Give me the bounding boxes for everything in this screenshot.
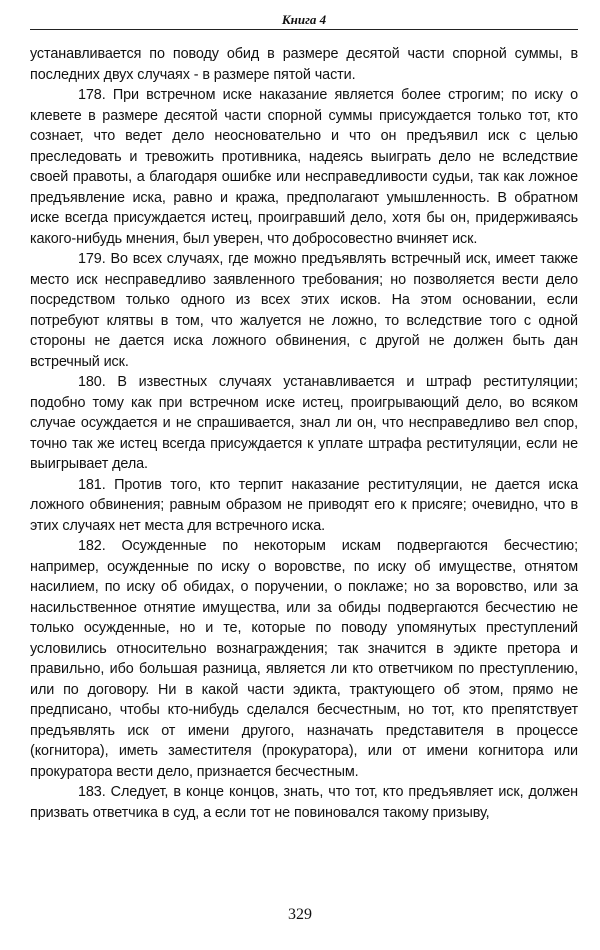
- running-header: [30, 14, 578, 34]
- paragraph-179: 179. Во всех случаях, где можно предъявлять встречный иск, имеет также место иск несправедливо заявленного требования; но позволяется вести дело посредством только одного из всех этих исков. На этом основании, если потребуют клятвы в том, что жалуется не ложно, то вследствие того с одной стороны не дается иска ложного обвинения, с другой не должен быть дан встречный иск.: [30, 251, 578, 370]
- paragraph-180: 180. В известных случаях устанавливается и штраф реституляции; подобно тому как при встречном иске истец, проигрывающий дело, во всяком случае осуждается и не спрашивается, знал ли он, что несправедливо вел спор, точно так же истец всегда присуждается к уплате штрафа реституляции, если не выигрывает дела.: [30, 374, 578, 472]
- page-number: 329: [288, 906, 312, 923]
- paragraph-178: 178. При встречном иске наказание является более строгим; по иску о клевете в размере десятой части спорной суммы присуждается только тот, кто сознает, что ведет дело неосновательно и что он предъявил иск с целью преследовать и тревожить противника, надеясь выиграть дело не вследствие своей правоты, а благодаря ошибке или несправедливости судьи, так как ложное предъявление иска, равно и кража, предполагают умышленность. В обратном иске всегда присуждается истец, проигравший дело, хотя бы он, придерживаясь какого-нибудь мнения, был уверен, что добросовестно вчиняет иск.: [30, 87, 578, 247]
- paragraph-183: 183. Следует, в конце концов, знать, что тот, кто предъявляет иск, должен призвать ответчика в суд, а если тот не повиновался такому призыву,: [30, 784, 578, 821]
- paragraph-182: 182. Осужденные по некоторым искам подвергаются бесчестию; например, осужденные по иску о воровстве, по иску об имуществе, отнятом насилием, по иску об обидах, о поручении, о поклаже; но за воровство, или за насильственное отнятие имущества, или за обиды подвергаются бесчестию не только осужденные, но и те, которые по поводу упомянутых преступлений условились относительно вознаграждения; так значится в эдикте претора и правильно, ибо большая разница, является ли кто ответчиком по преступлению, или по договору. Ни в какой части эдикта, трактующего об этом, прямо не предписано, чтобы кто-нибудь сделался бесчестным, но тот, кто препятствует предъявлять иск от имени другого, назначать представителя в процессе (когнитора), иметь заместителя (прокуратора), или от имени когнитора или прокуратора вести дело, признается бесчестным.: [30, 538, 578, 780]
- body-text: [30, 44, 578, 823]
- paragraph-continuation: устанавливается по поводу обид в размере десятой части спорной суммы, в последних двух случаях - в размере пятой части.: [30, 46, 578, 83]
- header-title: Книга 4: [274, 12, 334, 28]
- paragraph-181: 181. Против того, кто терпит наказание реституляции, не дается иска ложного обвинения; равным образом не приводят его к присяге; очевидно, что в этих случаях нет места для встречного иска.: [30, 476, 578, 534]
- header-rule: [30, 29, 578, 30]
